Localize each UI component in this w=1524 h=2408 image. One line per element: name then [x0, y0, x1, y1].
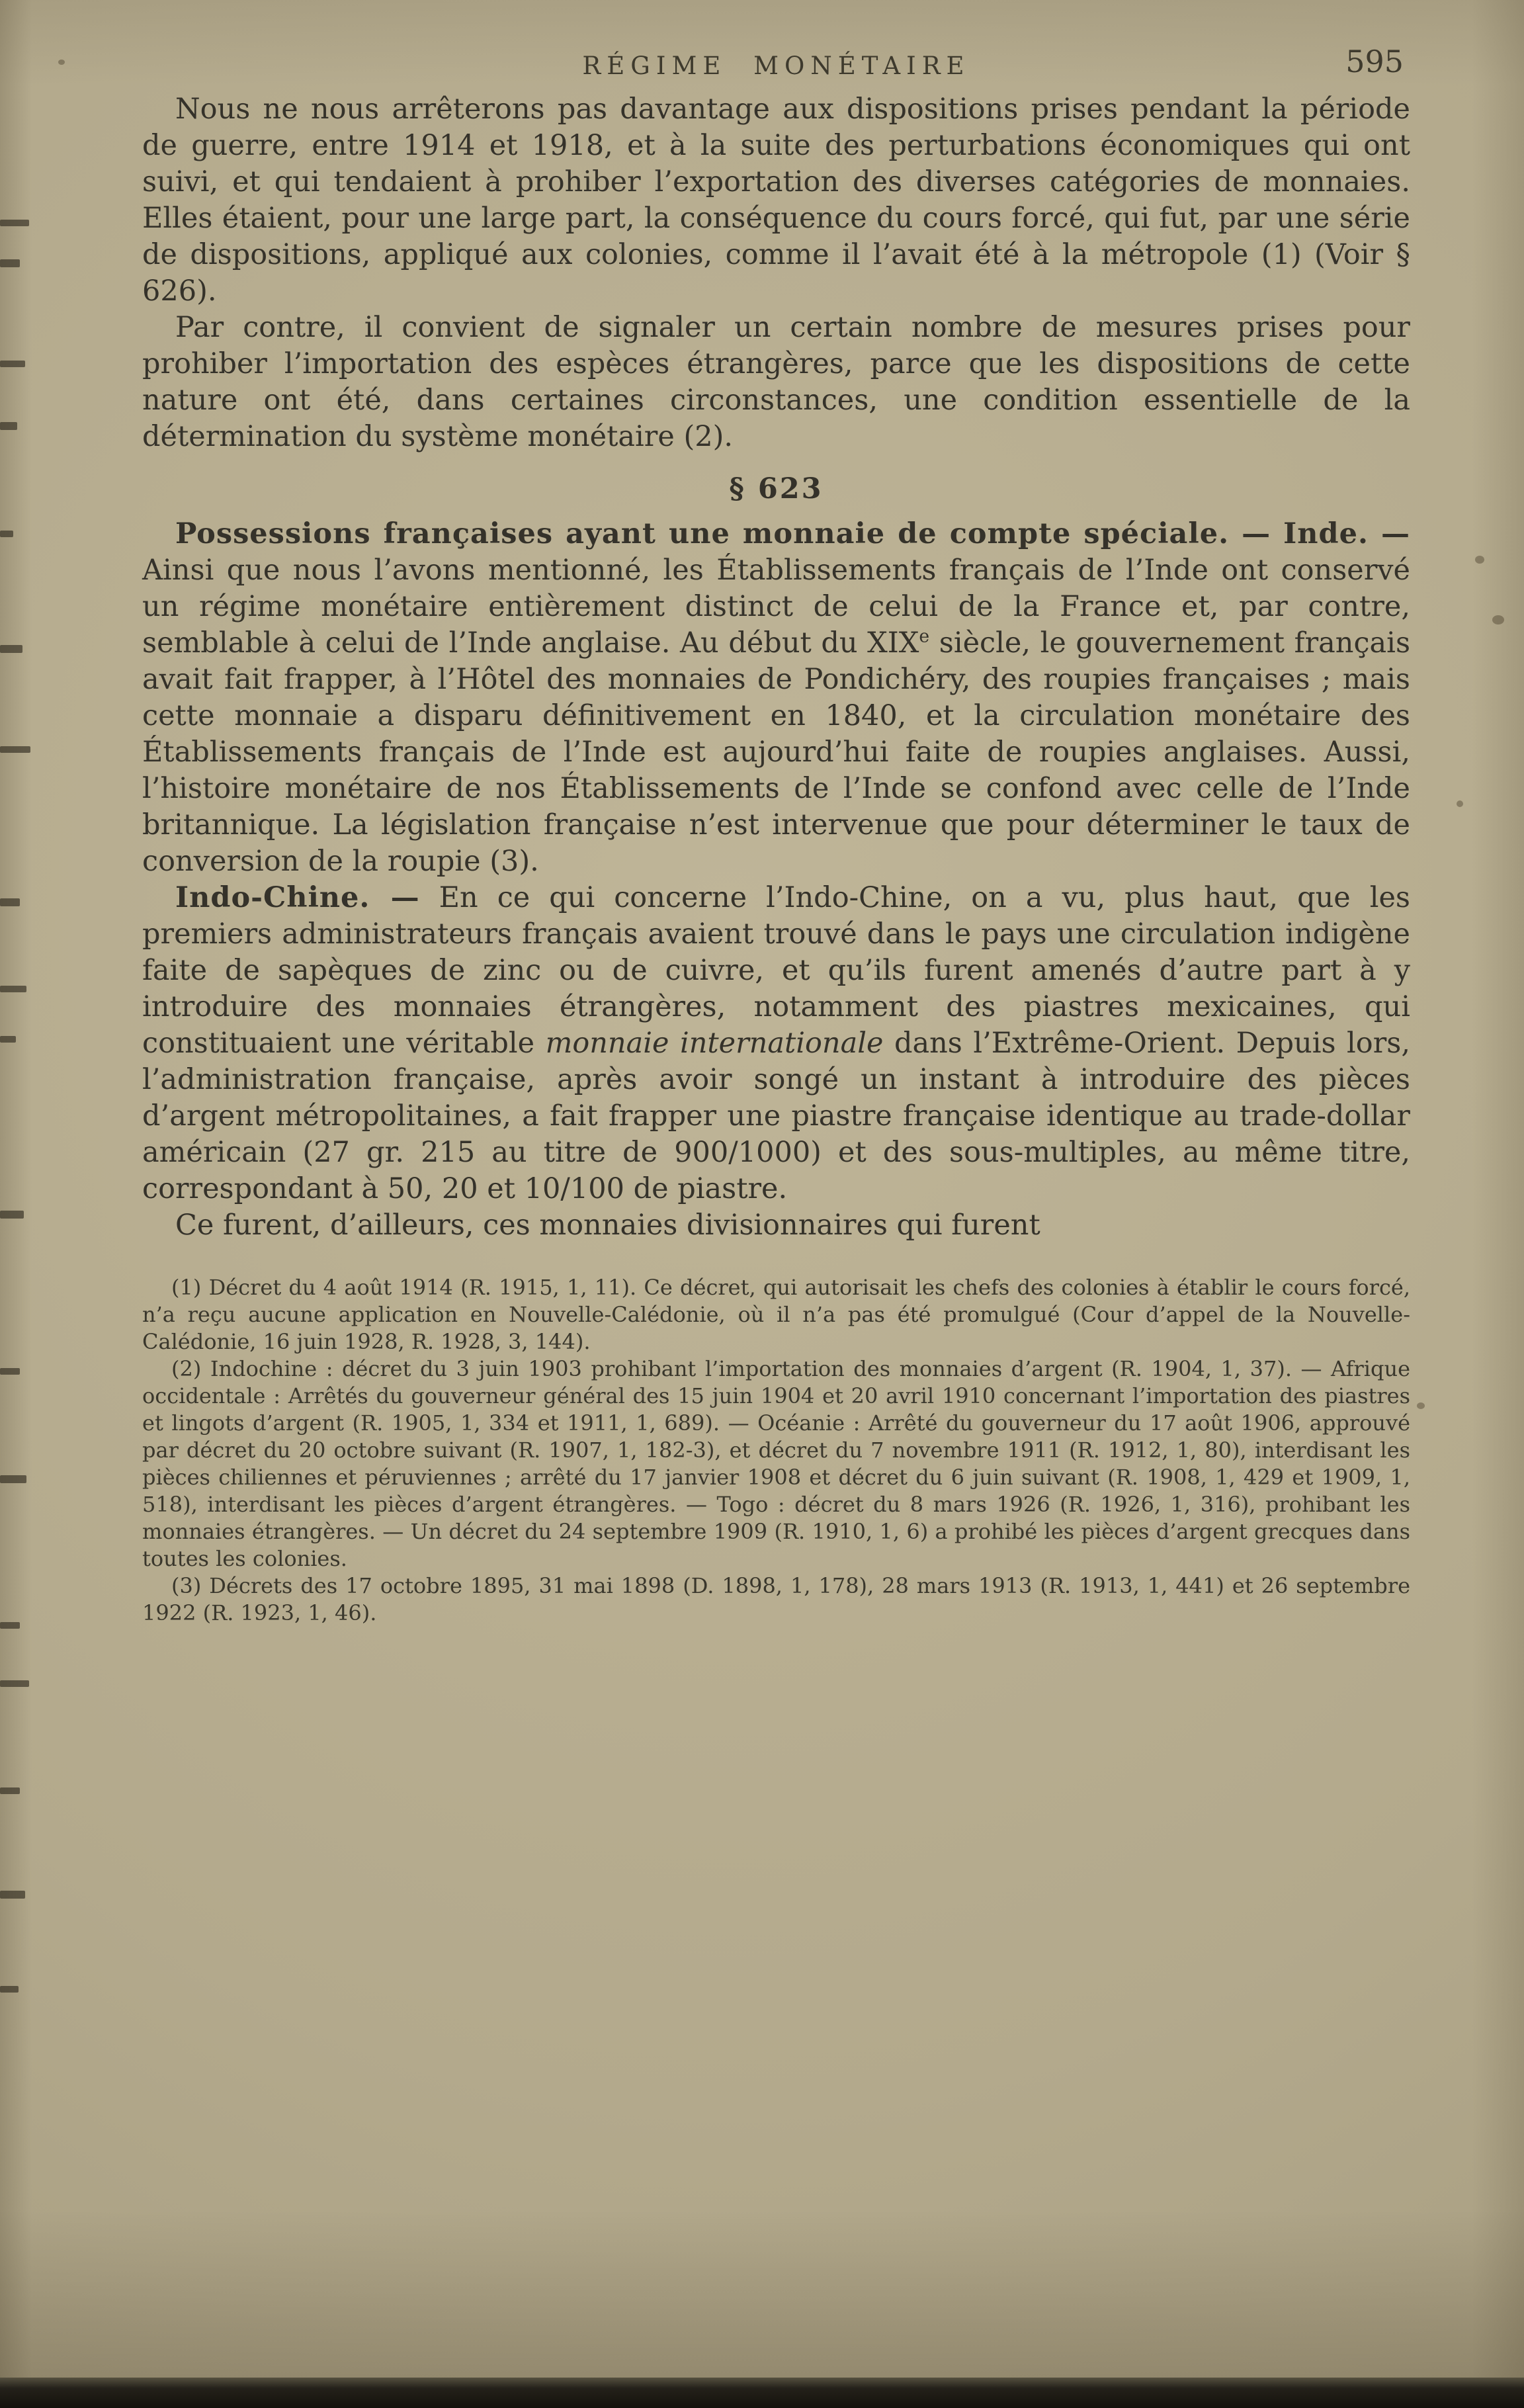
scan-artifact — [0, 1211, 24, 1219]
paper-spot — [58, 60, 65, 65]
paragraph-lead-indochine: Indo-Chine. — — [175, 881, 420, 914]
paragraph-text: siècle, le gouvernement français avait fait frapper, à l’Hôtel des monnaies de Pondichéry, des roupies françaises ; mais cette monnaie a disparu définitivement en 1840, et la circulation monétaire des Établissements français de l’Inde est aujourd’hui faite de roupies anglaises. Aussi, l’histoire monétaire de nos Établissements de l’Inde se confond avec celle de l’Inde britannique. La législation française n’est intervenue que pour déterminer le taux de conversion de la roupie (3). — [142, 626, 1411, 878]
paragraph-text: Ainsi que nous l’avons mentionné, les Établissements français de l’Inde ont conservé un régime monétaire entièrement distinct de celui de la France et, par contre, semblable à celui de l’Inde anglaise. Au début du XIX — [142, 554, 1410, 660]
scan-artifact — [0, 1368, 20, 1375]
section-heading: § 623 — [729, 472, 824, 505]
running-title: RÉGIME MONÉTAIRE — [582, 52, 970, 80]
paper-spot — [1417, 1402, 1425, 1409]
paragraph-possessions-inde — [142, 516, 1410, 880]
superscript-e: e — [919, 626, 930, 647]
footnote-1: (1) Décret du 4 août 1914 (R. 1915, 1, 11). Ce décret, qui autorisait les chefs des colonies à établir le cours forcé, n’a reçu aucune application en Nouvelle-Calédonie, où il n’a pas été promulgué (Cour d’appel de la Nouvelle-Calédonie, 16 juin 1928, R. 1928, 3, 144). — [142, 1275, 1410, 1354]
footnote-3: (3) Décrets des 17 octobre 1895, 31 mai 1898 (D. 1898, 1, 178), 28 mars 1913 (R. 1913, 1, 441) et 26 septembre 1922 (R. 1923, 1, 46). — [142, 1573, 1410, 1625]
scan-artifact — [0, 1036, 16, 1043]
scan-artifact — [0, 645, 22, 653]
scan-artifact — [0, 1986, 19, 1993]
paragraph-text: En ce qui concerne l’Indo-Chine, on a vu, plus haut, que les premiers administrateurs français avaient trouvé dans le pays une circulation indigène faite de sapèques de zinc ou de cuivre, et qu’ils furent amenés d’autre part à y introduire des monnaies étrangères, notamment des piastres mexicaines, qui constituaient une véritable — [142, 881, 1410, 1060]
scan-artifact — [0, 259, 20, 267]
scan-artifact — [0, 220, 29, 226]
paper-spot — [1457, 800, 1463, 807]
footnote-2: (2) Indochine : décret du 3 juin 1903 prohibant l’importation des monnaies d’argent (R. 1904, 1, 37). — Afrique occidentale : Arrêtés du gouverneur général des 15 juin 1904 et 20 avril 1910 concernant l’importation des piastres et lingots d’argent (R. 1905, 1, 334 et 1911, 1, 689). — Océanie : Arrêté du gouverneur du 17 août 1906, approuvé par décret du 20 octobre suivant (R. 1907, 1, 182-3), et décret du 7 novembre 1911 (R. 1912, 1, 80), interdisant les pièces chiliennes et péruviennes ; arrêté du 17 janvier 1908 et décret du 6 juin suivant (R. 1908, 1, 429 et 1909, 1, 518), interdisant les pièces d’argent étrangères. — Togo : décret du 8 mars 1926 (R. 1926, 1, 316), prohibant les monnaies étrangères. — Un décret du 24 septembre 1909 (R. 1910, 1, 6) a prohibé les pièces d’argent grecques dans toutes les colonies. — [142, 1356, 1410, 1571]
scan-artifact — [0, 1787, 20, 1794]
paragraph-war-measures: Nous ne nous arrêterons pas davantage aux dispositions prises pendant la période de guerre, entre 1914 et 1918, et à la suite des perturbations économiques qui ont suivi, et qui tendaient à prohiber l’exportation des diverses catégories de monnaies. Elles étaient, pour une large part, la conséquence du cours forcé, qui fut, par une série de dispositions, appliqué aux colonies, comme il l’avait été à la métropole (1) (Voir § 626). — [142, 93, 1410, 308]
scan-artifact — [0, 1622, 20, 1629]
scan-artifact — [0, 531, 13, 537]
page-header — [142, 44, 1410, 85]
scan-artifact — [0, 986, 26, 992]
scan-artifact — [0, 1891, 25, 1899]
paragraph-divisionnaires: Ce furent, d’ailleurs, ces monnaies divisionnaires qui furent — [175, 1209, 1040, 1242]
scan-artifact — [0, 898, 20, 906]
paragraph-import-prohibition: Par contre, il convient de signaler un certain nombre de mesures prises pour prohiber l’importation des espèces étrangères, parce que les dispositions de cette nature ont été, dans certaines circonstances, une condition essentielle de la détermination du système monétaire (2). — [142, 311, 1410, 453]
scan-artifact — [0, 1475, 26, 1483]
paper-spot — [1492, 615, 1504, 624]
paragraph-lead-inde: Possessions françaises ayant une monnaie de compte spéciale. — Inde. — — [175, 517, 1410, 550]
italic-phrase: monnaie internationale — [545, 1027, 884, 1060]
paragraph-text: dans l’Extrême-Orient. Depuis lors, l’administration française, après avoir songé un instant à introduire des pièces d’argent métropolitaines, a fait frapper une piastre française identique au trade-dollar américain (27 gr. 215 au titre de 900/1000) et des sous-multiples, au même titre, correspondant à 50, 20 et 10/100 de piastre. — [142, 1027, 1410, 1205]
paper-spot — [1475, 556, 1484, 564]
page-number: 595 — [1345, 44, 1404, 79]
scan-artifact — [0, 746, 30, 753]
scan-artifact — [0, 361, 25, 367]
text-block — [142, 91, 1410, 1627]
paragraph-indochine — [142, 880, 1410, 1207]
footnotes-block — [142, 1274, 1410, 1627]
scan-artifact — [0, 422, 17, 430]
scan-edge-bottom — [0, 2378, 1524, 2408]
scan-artifact — [0, 1680, 29, 1687]
